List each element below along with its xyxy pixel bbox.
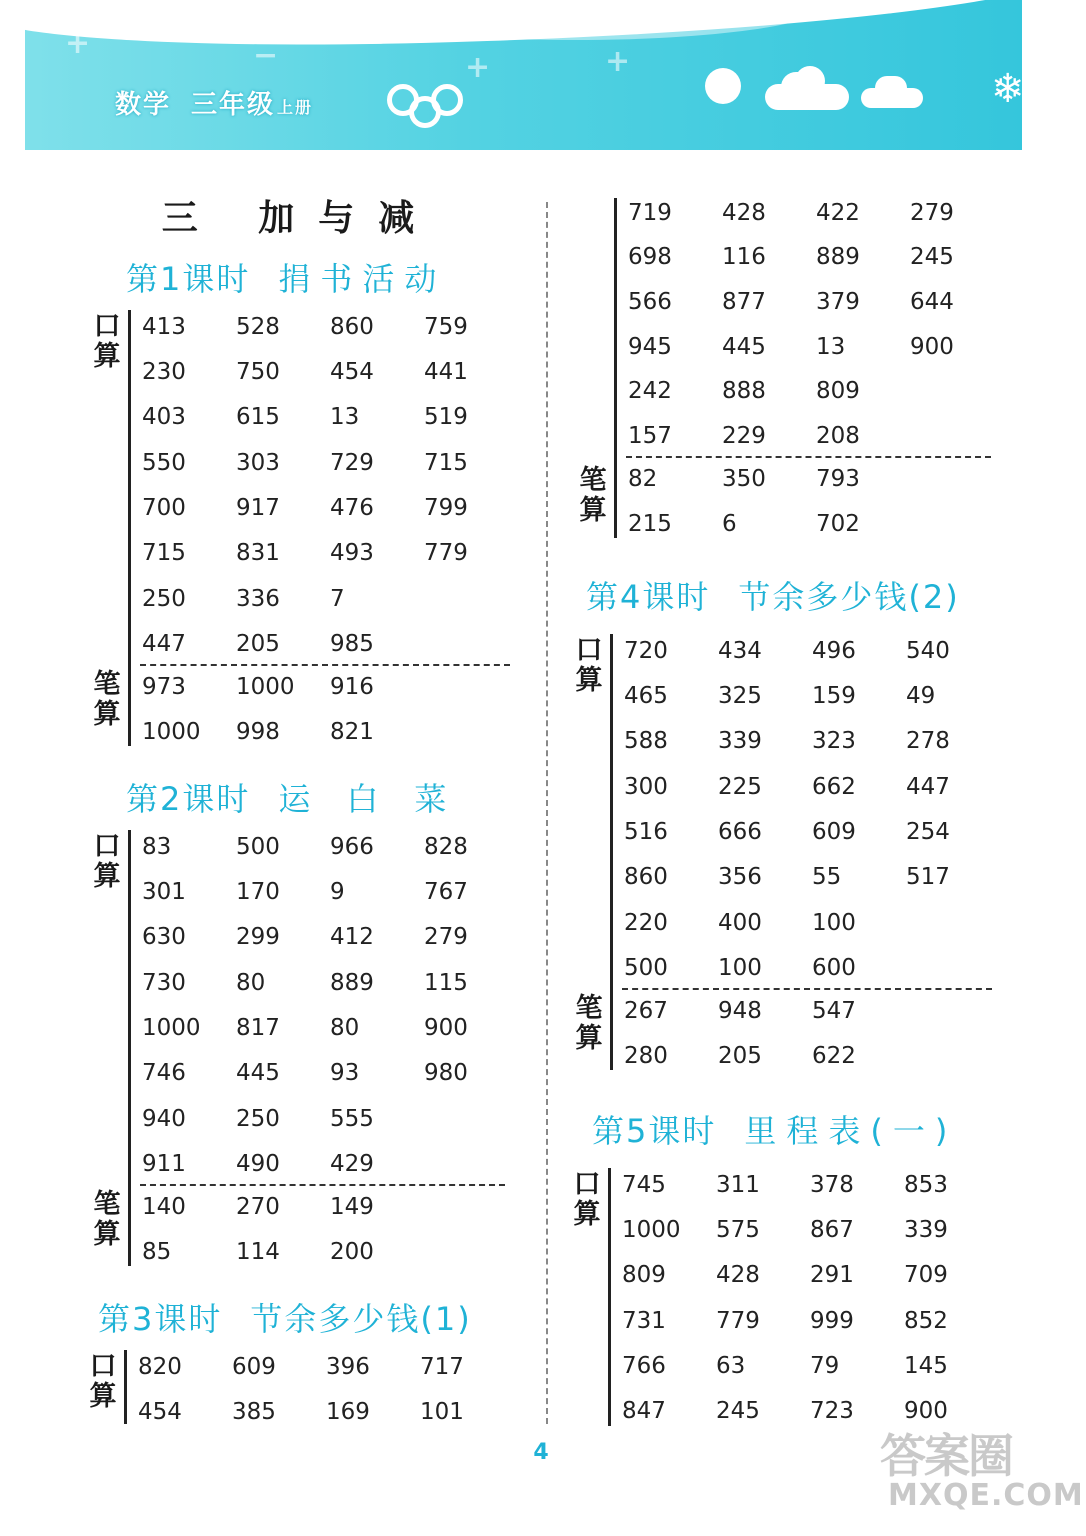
answer-cell: 600 [812, 955, 856, 981]
answer-cell: 6 [722, 511, 737, 537]
answer-cell: 847 [622, 1398, 666, 1424]
answer-cell: 412 [330, 924, 374, 950]
answer-cell: 723 [810, 1398, 854, 1424]
section-separator [140, 1184, 505, 1186]
lesson-name: 里程表(一) [744, 1112, 958, 1150]
answer-cell: 445 [236, 1060, 280, 1086]
answer-cell: 254 [906, 819, 950, 845]
plus-decoration-icon: + [65, 26, 91, 61]
answer-cell: 550 [142, 450, 186, 476]
answer-cell: 540 [906, 638, 950, 664]
answer-cell: 205 [236, 631, 280, 657]
answer-cell: 476 [330, 495, 374, 521]
answer-cell: 809 [622, 1262, 666, 1288]
answer-cell: 422 [816, 200, 860, 226]
answer-cell: 311 [716, 1172, 760, 1198]
answer-cell: 973 [142, 674, 186, 700]
answer-cell: 220 [624, 910, 668, 936]
answer-cell: 877 [722, 289, 766, 315]
answer-cell: 767 [424, 879, 468, 905]
answer-cell: 852 [904, 1308, 948, 1334]
answer-cell: 447 [906, 774, 950, 800]
lesson-number: 第2课时 [126, 780, 251, 818]
lesson-2-exercises [90, 830, 520, 1266]
answer-cell: 1000 [142, 719, 201, 745]
answer-cell: 115 [424, 970, 468, 996]
plus-decoration-icon: + [605, 44, 631, 79]
answer-cell: 662 [812, 774, 856, 800]
answer-cell: 114 [236, 1239, 280, 1265]
subject-label: 数学 [115, 90, 172, 120]
watermark-logo: 答案圈 [880, 1429, 1012, 1483]
answer-cell: 985 [330, 631, 374, 657]
answer-cell: 279 [910, 200, 954, 226]
answer-cell: 729 [330, 450, 374, 476]
answer-cell: 291 [810, 1262, 854, 1288]
grade-label: 三年级 [191, 90, 276, 120]
answer-cell: 745 [622, 1172, 666, 1198]
answer-cell: 93 [330, 1060, 360, 1086]
answer-cell: 493 [330, 540, 374, 566]
lesson-3-exercises-part-1 [86, 1350, 526, 1424]
answer-cell: 396 [326, 1354, 370, 1380]
answer-cell: 500 [624, 955, 668, 981]
answer-cell: 242 [628, 378, 672, 404]
answer-cell: 323 [812, 728, 856, 754]
answer-cell: 403 [142, 404, 186, 430]
answer-cell: 13 [816, 334, 846, 360]
banner-title [115, 84, 313, 121]
answer-cell: 356 [718, 864, 762, 890]
answer-cell: 434 [718, 638, 762, 664]
answer-cell: 339 [904, 1217, 948, 1243]
answer-cell: 205 [718, 1043, 762, 1069]
page-number: 4 [533, 1440, 549, 1465]
watermark-url: MXQE.COM [888, 1478, 1084, 1513]
section-separator [140, 664, 510, 666]
answer-cell: 116 [722, 244, 766, 270]
answer-cell: 208 [816, 423, 860, 449]
answer-cell: 1000 [622, 1217, 681, 1243]
answer-cell: 9 [330, 879, 345, 905]
lesson-3-title [98, 1294, 472, 1340]
answer-cell: 916 [330, 674, 374, 700]
answer-cell: 85 [142, 1239, 172, 1265]
minus-decoration-icon: − [253, 38, 279, 73]
answer-cell: 853 [904, 1172, 948, 1198]
answer-cell: 528 [236, 314, 280, 340]
lesson-2-title [126, 774, 482, 820]
answer-cell: 555 [330, 1106, 374, 1132]
answer-cell: 998 [236, 719, 280, 745]
answer-cell: 720 [624, 638, 668, 664]
answer-cell: 717 [420, 1354, 464, 1380]
answer-cell: 820 [138, 1354, 182, 1380]
answer-cell: 817 [236, 1015, 280, 1041]
answer-cell: 245 [910, 244, 954, 270]
answer-cell: 945 [628, 334, 672, 360]
vertical-rule [128, 830, 131, 1266]
sun-icon [705, 68, 741, 104]
answer-cell: 948 [718, 998, 762, 1024]
answer-cell: 303 [236, 450, 280, 476]
answer-cell: 350 [722, 466, 766, 492]
column-divider [546, 202, 548, 1424]
vertical-rule [128, 310, 131, 746]
answer-cell: 250 [142, 586, 186, 612]
answer-cell: 698 [628, 244, 672, 270]
answer-cell: 746 [142, 1060, 186, 1086]
answer-cell: 7 [330, 586, 345, 612]
header-banner [25, 0, 1025, 150]
answer-cell: 700 [142, 495, 186, 521]
oral-label: 口算 [93, 311, 121, 372]
answer-cell: 609 [812, 819, 856, 845]
answer-cell: 547 [812, 998, 856, 1024]
answer-cell: 279 [424, 924, 468, 950]
answer-cell: 575 [716, 1217, 760, 1243]
answer-cell: 715 [424, 450, 468, 476]
plus-decoration-icon: + [465, 50, 491, 85]
lesson-name: 节余多少钱(1) [250, 1300, 472, 1338]
answer-cell: 80 [236, 970, 266, 996]
answer-cell: 100 [718, 955, 762, 981]
answer-cell: 429 [330, 1151, 374, 1177]
vertical-rule [610, 634, 613, 1070]
section-separator [626, 456, 991, 458]
answer-cell: 490 [236, 1151, 280, 1177]
answer-cell: 889 [330, 970, 374, 996]
answer-cell: 215 [628, 511, 672, 537]
answer-cell: 719 [628, 200, 672, 226]
answer-cell: 169 [326, 1399, 370, 1425]
answer-cell: 867 [810, 1217, 854, 1243]
answer-cell: 828 [424, 834, 468, 860]
vertical-rule [124, 1350, 127, 1424]
answer-cell: 445 [722, 334, 766, 360]
answer-cell: 500 [236, 834, 280, 860]
written-label: 笔算 [575, 993, 603, 1054]
answer-cell: 79 [810, 1353, 840, 1379]
answer-cell: 250 [236, 1106, 280, 1132]
answer-cell: 336 [236, 586, 280, 612]
answer-cell: 447 [142, 631, 186, 657]
answer-cell: 385 [232, 1399, 276, 1425]
lesson-1-exercises [90, 310, 520, 746]
answer-cell: 267 [624, 998, 668, 1024]
answer-cell: 644 [910, 289, 954, 315]
answer-cell: 159 [812, 683, 856, 709]
lesson-1-title [126, 254, 446, 300]
lesson-3-exercises-part-2 [576, 198, 996, 538]
answer-cell: 715 [142, 540, 186, 566]
answer-cell: 622 [812, 1043, 856, 1069]
answer-cell: 55 [812, 864, 842, 890]
answer-cell: 750 [236, 359, 280, 385]
answer-cell: 566 [628, 289, 672, 315]
answer-cell: 454 [330, 359, 374, 385]
answer-cell: 980 [424, 1060, 468, 1086]
answer-cell: 911 [142, 1151, 186, 1177]
answer-cell: 299 [236, 924, 280, 950]
lesson-4-exercises [572, 634, 1002, 1070]
answer-cell: 378 [810, 1172, 854, 1198]
answer-cell: 917 [236, 495, 280, 521]
answer-cell: 496 [812, 638, 856, 664]
oral-label: 口算 [575, 635, 603, 696]
answer-cell: 225 [718, 774, 762, 800]
lesson-number: 第5课时 [592, 1112, 717, 1150]
answer-cell: 793 [816, 466, 860, 492]
answer-cell: 999 [810, 1308, 854, 1334]
oral-label: 口算 [89, 1351, 117, 1412]
answer-cell: 325 [718, 683, 762, 709]
answer-cell: 200 [330, 1239, 374, 1265]
answer-cell: 100 [812, 910, 856, 936]
answer-cell: 280 [624, 1043, 668, 1069]
answer-cell: 1000 [142, 1015, 201, 1041]
answer-cell: 428 [722, 200, 766, 226]
answer-cell: 779 [716, 1308, 760, 1334]
answer-cell: 900 [424, 1015, 468, 1041]
answer-cell: 517 [906, 864, 950, 890]
lesson-number: 第3课时 [98, 1300, 223, 1338]
answer-cell: 83 [142, 834, 172, 860]
lesson-number: 第1课时 [126, 260, 251, 298]
rings-icon [387, 82, 463, 128]
answer-cell: 516 [624, 819, 668, 845]
answer-cell: 270 [236, 1194, 280, 1220]
written-label: 笔算 [93, 1189, 121, 1250]
oral-label: 口算 [573, 1169, 601, 1230]
answer-cell: 709 [904, 1262, 948, 1288]
answer-cell: 609 [232, 1354, 276, 1380]
answer-cell: 519 [424, 404, 468, 430]
answer-cell: 966 [330, 834, 374, 860]
vertical-rule [614, 198, 617, 538]
written-label: 笔算 [579, 465, 607, 526]
answer-cell: 900 [910, 334, 954, 360]
answer-cell: 63 [716, 1353, 746, 1379]
answer-cell: 809 [816, 378, 860, 404]
watermark [880, 1420, 1084, 1532]
oral-label: 口算 [93, 831, 121, 892]
volume-label: 上册 [277, 98, 314, 117]
answer-cell: 588 [624, 728, 668, 754]
answer-cell: 441 [424, 359, 468, 385]
answer-cell: 13 [330, 404, 360, 430]
answer-cell: 101 [420, 1399, 464, 1425]
answer-cell: 860 [330, 314, 374, 340]
answer-cell: 465 [624, 683, 668, 709]
section-separator [622, 988, 992, 990]
lesson-number: 第4课时 [586, 578, 711, 616]
answer-cell: 1000 [236, 674, 295, 700]
lesson-5-title [592, 1106, 957, 1152]
snowflake-icon: ❄ [991, 66, 1025, 112]
answer-cell: 149 [330, 1194, 374, 1220]
answer-cell: 170 [236, 879, 280, 905]
answer-cell: 900 [904, 1398, 948, 1424]
answer-cell: 799 [424, 495, 468, 521]
answer-cell: 245 [716, 1398, 760, 1424]
answer-cell: 615 [236, 404, 280, 430]
written-label: 笔算 [93, 669, 121, 730]
lesson-name: 捐书活动 [278, 260, 447, 298]
vertical-rule [608, 1168, 611, 1426]
answer-cell: 278 [906, 728, 950, 754]
answer-cell: 157 [628, 423, 672, 449]
answer-cell: 140 [142, 1194, 186, 1220]
answer-cell: 301 [142, 879, 186, 905]
answer-cell: 888 [722, 378, 766, 404]
answer-cell: 230 [142, 359, 186, 385]
answer-cell: 821 [330, 719, 374, 745]
answer-cell: 379 [816, 289, 860, 315]
answer-cell: 731 [622, 1308, 666, 1334]
answer-cell: 413 [142, 314, 186, 340]
answer-cell: 454 [138, 1399, 182, 1425]
answer-cell: 300 [624, 774, 668, 800]
answer-cell: 80 [330, 1015, 360, 1041]
answer-cell: 759 [424, 314, 468, 340]
answer-cell: 766 [622, 1353, 666, 1379]
answer-cell: 82 [628, 466, 658, 492]
answer-cell: 400 [718, 910, 762, 936]
answer-cell: 779 [424, 540, 468, 566]
answer-cell: 889 [816, 244, 860, 270]
answer-cell: 428 [716, 1262, 760, 1288]
answer-cell: 49 [906, 683, 936, 709]
lesson-5-exercises [570, 1168, 1000, 1426]
answer-cell: 666 [718, 819, 762, 845]
answer-cell: 229 [722, 423, 766, 449]
answer-cell: 940 [142, 1106, 186, 1132]
chapter-title: 三 加与减 [161, 198, 439, 239]
lesson-name: 节余多少钱(2) [738, 578, 960, 616]
answer-cell: 730 [142, 970, 186, 996]
answer-cell: 831 [236, 540, 280, 566]
answer-cell: 145 [904, 1353, 948, 1379]
lesson-name: 运白菜 [278, 780, 483, 818]
answer-cell: 630 [142, 924, 186, 950]
answer-cell: 339 [718, 728, 762, 754]
lesson-4-title [586, 572, 960, 618]
answer-cell: 860 [624, 864, 668, 890]
answer-cell: 702 [816, 511, 860, 537]
